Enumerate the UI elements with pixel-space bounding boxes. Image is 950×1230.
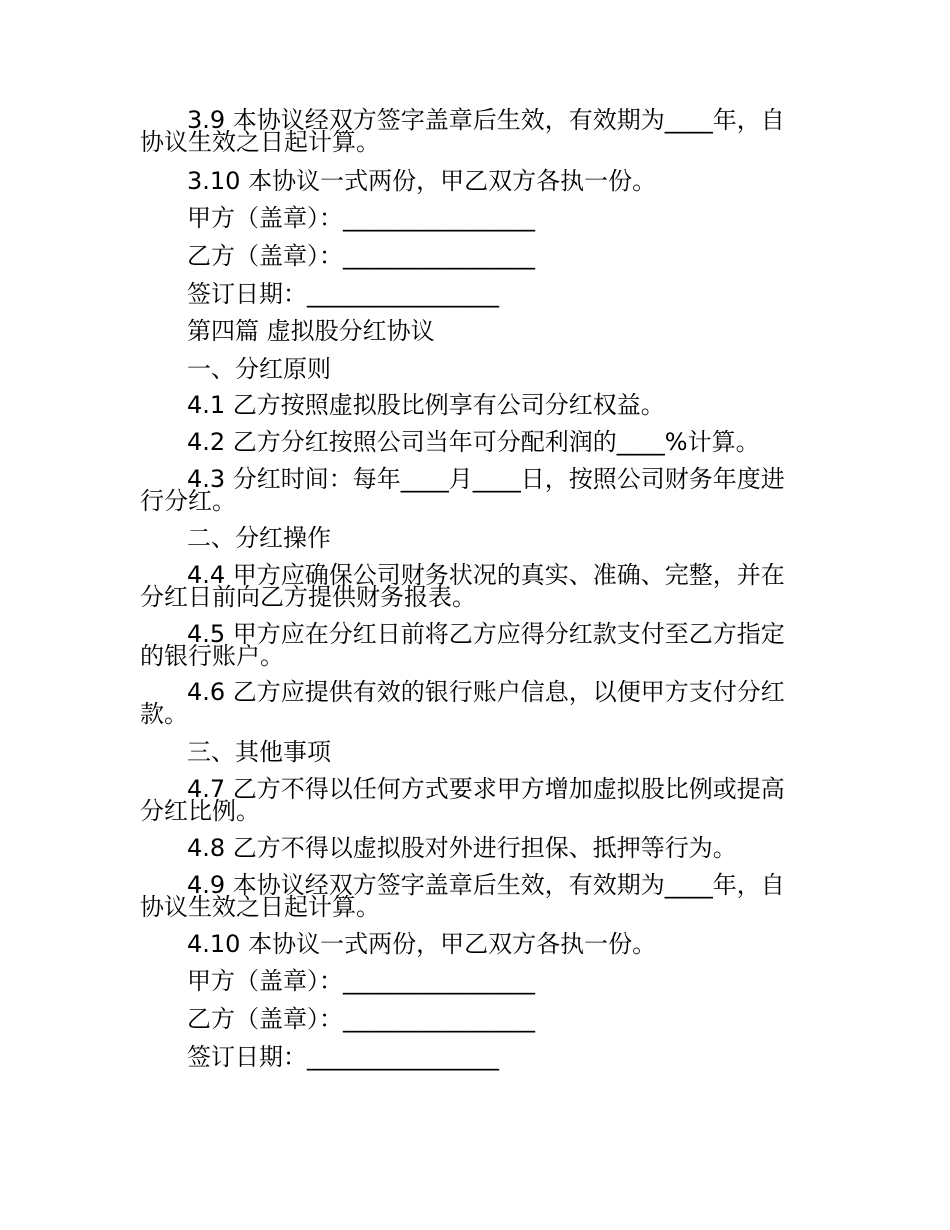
clause-4-3-line1: 4.3 分红时间：每年____月____日，按照公司财务年度进 xyxy=(187,465,785,493)
clause-3-10: 3.10 本协议一式两份，甲乙双方各执一份。 xyxy=(187,167,657,195)
clause-3-9 xyxy=(140,106,805,156)
party-a-seal-line-2: 甲方（盖章）：________________ xyxy=(187,967,535,995)
chapter-4-title: 第四篇 虚拟股分红协议 xyxy=(187,317,435,345)
section-dividend-operation: 二、分红操作 xyxy=(187,524,331,552)
clause-4-6 xyxy=(140,678,805,728)
party-a-seal-line-1: 甲方（盖章）：________________ xyxy=(187,204,535,232)
clause-4-9-line2: 协议生效之日起计算。 xyxy=(140,893,380,921)
clause-3-9-line2: 协议生效之日起计算。 xyxy=(140,128,380,156)
section-dividend-principle: 一、分红原则 xyxy=(187,355,331,383)
clause-4-7-line2: 分红比例。 xyxy=(140,797,260,825)
section-other-matters: 三、其他事项 xyxy=(187,738,331,766)
clause-4-9 xyxy=(140,871,805,921)
clause-3-9-line1: 3.9 本协议经双方签字盖章后生效，有效期为____年，自 xyxy=(187,106,785,134)
clause-4-6-line1: 4.6 乙方应提供有效的银行账户信息，以便甲方支付分红 xyxy=(187,678,785,706)
clause-4-9-line1: 4.9 本协议经双方签字盖章后生效，有效期为____年，自 xyxy=(187,871,785,899)
clause-4-3 xyxy=(140,465,805,515)
clause-4-4-line2: 分红日前向乙方提供财务报表。 xyxy=(140,583,476,611)
signing-date-line-2: 签订日期：________________ xyxy=(187,1043,499,1071)
clause-4-7 xyxy=(140,775,805,825)
clause-4-4 xyxy=(140,561,805,611)
clause-4-1: 4.1 乙方按照虚拟股比例享有公司分红权益。 xyxy=(187,391,665,419)
party-b-seal-line-1: 乙方（盖章）：________________ xyxy=(187,242,535,270)
clause-4-4-line1: 4.4 甲方应确保公司财务状况的真实、准确、完整，并在 xyxy=(187,561,785,589)
clause-4-10: 4.10 本协议一式两份，甲乙双方各执一份。 xyxy=(187,930,657,958)
clause-4-6-line2: 款。 xyxy=(140,700,188,728)
clause-4-2: 4.2 乙方分红按照公司当年可分配利润的____%计算。 xyxy=(187,428,760,456)
clause-4-5 xyxy=(140,620,805,670)
signing-date-line-1: 签订日期：________________ xyxy=(187,280,499,308)
clause-4-7-line1: 4.7 乙方不得以任何方式要求甲方增加虚拟股比例或提高 xyxy=(187,775,785,803)
clause-4-8: 4.8 乙方不得以虚拟股对外进行担保、抵押等行为。 xyxy=(187,834,737,862)
party-b-seal-line-2: 乙方（盖章）：________________ xyxy=(187,1005,535,1033)
clause-4-5-line1: 4.5 甲方应在分红日前将乙方应得分红款支付至乙方指定 xyxy=(187,620,785,648)
clause-4-5-line2: 的银行账户。 xyxy=(140,642,284,670)
clause-4-3-line2: 行分红。 xyxy=(140,487,236,515)
